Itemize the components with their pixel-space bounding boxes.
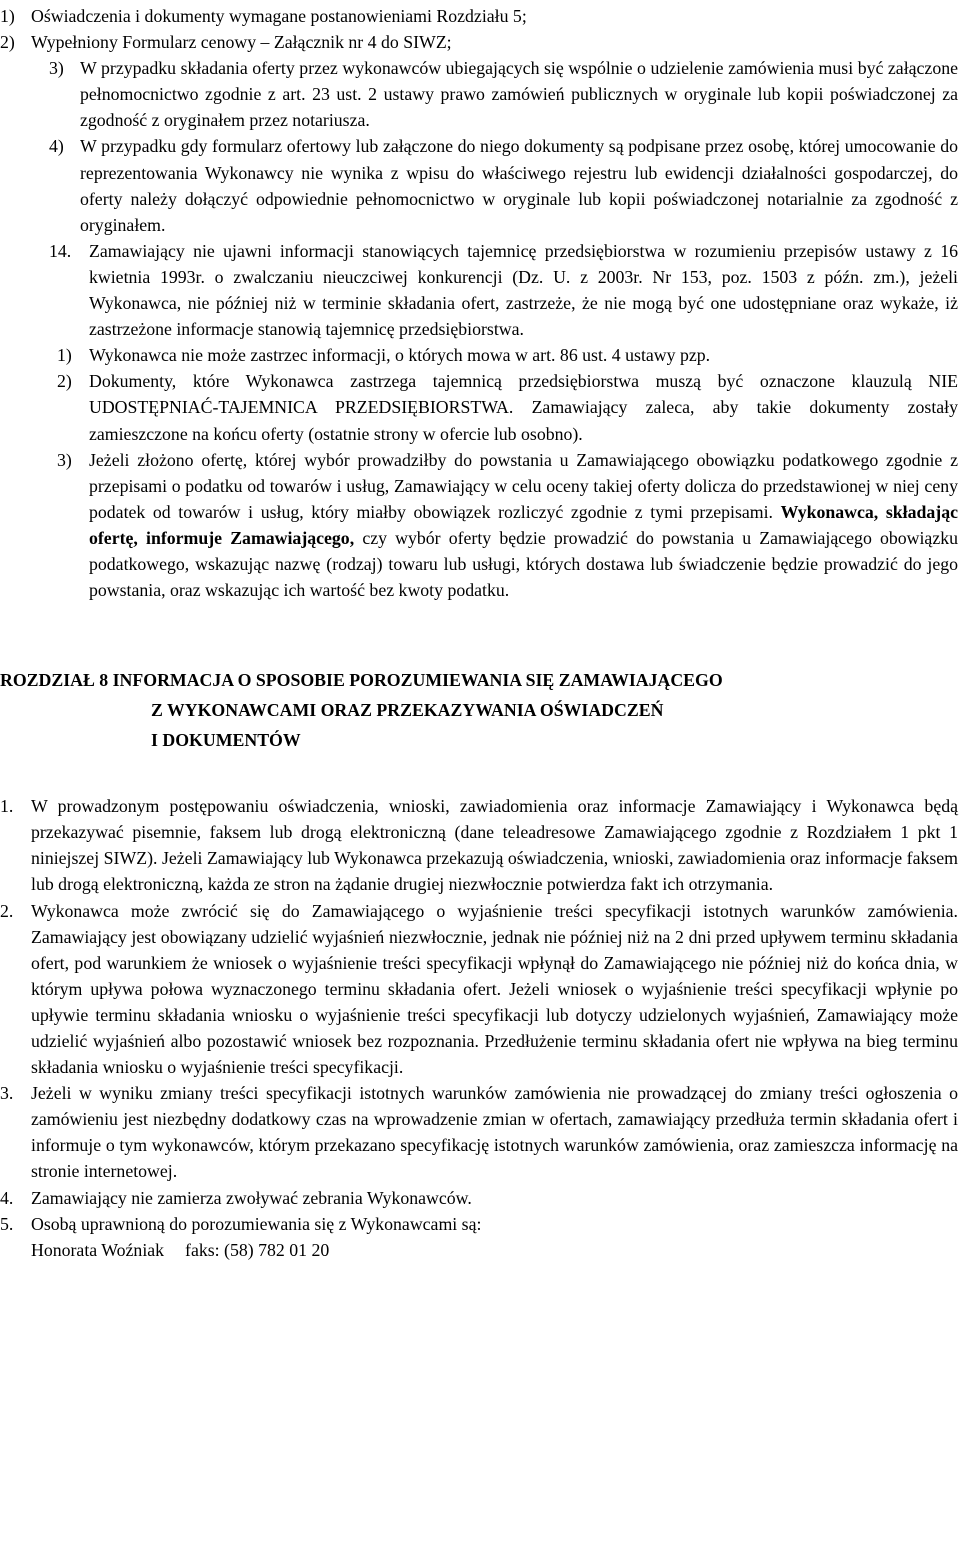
contact-line (0, 1237, 960, 1263)
chapter-point-marker: 1. (0, 796, 14, 817)
chapter-point-text: Osobą uprawnioną do porozumiewania się z Wykonawcami są: (31, 1213, 482, 1234)
chapter-point (0, 1080, 960, 1184)
chapter-point-marker: 2. (0, 900, 14, 921)
chapter-heading-line-3: I DOKUMENTÓW (151, 730, 301, 751)
list-item-text: W przypadku gdy formularz ofertowy lub załączone do niego dokumenty są podpisane przez osobę, której umocowanie do reprezentowania Wykonawcy nie wynika z wpisu do właściwego rejestru lub ewidencji działalności gospodarczej, do oferty należy dołączyć odpowiednie pełnomocnictwo w oryginale lub kopii poświadczonej notarialnie za zgodność z oryginałem. (80, 136, 958, 235)
contact-name: Honorata Woźniak (31, 1239, 165, 1260)
sub-list-marker: 1) (57, 345, 72, 366)
sub-list-marker: 3) (57, 449, 72, 470)
spacer (0, 755, 960, 793)
list-item (0, 55, 960, 133)
chapter-heading-line-2: Z WYKONAWCAMI ORAZ PRZEKAZYWANIA OŚWIADCZEŃ (151, 700, 664, 721)
point-marker: 14. (49, 240, 72, 261)
sub-list-text: Dokumenty, które Wykonawca zastrzega tajemnicą przedsiębiorstwa muszą być oznaczone klauzulą NIE UDOSTĘPNIAĆ-TAJEMNICA PRZEDSIĘBIORSTWA. Zamawiający zaleca, aby takie dokumenty zostały zamieszczone na końcu oferty (ostatnie strony w ofercie lub osobno). (89, 371, 958, 444)
sub-list-item (0, 368, 960, 446)
chapter-point-marker: 5. (0, 1213, 14, 1234)
contact-fax: faks: (58) 782 01 20 (185, 1239, 330, 1260)
chapter-heading-line-1: ROZDZIAŁ 8 INFORMACJA O SPOSOBIE POROZUMIEWANIA SIĘ ZAMAWIAJĄCEGO (0, 670, 723, 691)
chapter-point-marker: 3. (0, 1083, 14, 1104)
chapter-point (0, 898, 960, 1081)
list-item (0, 29, 960, 55)
list-marker: 2) (0, 32, 15, 53)
document-page (0, 3, 960, 1263)
list-marker: 3) (49, 58, 64, 79)
list-marker: 4) (49, 136, 64, 157)
chapter-heading (0, 665, 960, 755)
chapter-point (0, 1185, 960, 1211)
list-item-text: Wypełniony Formularz cenowy – Załącznik nr 4 do SIWZ; (31, 32, 452, 53)
chapter-point-text: W prowadzonym postępowaniu oświadczenia, wnioski, zawiadomienia oraz informacje Zamawiający i Wykonawca będą przekazywać pisemnie, faksem lub drogą elektroniczną (dane teleadresowe Zamawiającego zgodnie z Rozdziałem 1 pkt 1 niniejszej SIWZ). Jeżeli Zamawiający lub Wykonawca przekazują oświadczenia, wnioski, zawiadomienia oraz informacje faksem lub drogą elektroniczną, każda ze stron na żądanie drugiej niezwłocznie potwierdza fakt ich otrzymania. (31, 796, 958, 895)
section-point-14 (0, 238, 960, 342)
list-item (0, 3, 960, 29)
sub-list-text-a: Jeżeli złożono ofertę, której wybór prowadziłby do powstania u Zamawiającego obowiązku podatkowego zgodnie z przepisami o podatku od towarów i usług, Zamawiający w celu oceny takiej oferty dolicza do przedstawionej w niej ceny podatek od towarów i usług, który miałby obowiązek rozliczyć zgodnie z tymi przepisami. (89, 449, 958, 522)
list-marker: 1) (0, 6, 15, 26)
sub-list-text: Wykonawca nie może zastrzec informacji, o których mowa w art. 86 ust. 4 ustawy pzp. (89, 345, 711, 366)
chapter-point-marker: 4. (0, 1187, 14, 1208)
list-item (0, 133, 960, 237)
list-item-text: W przypadku składania oferty przez wykonawców ubiegających się wspólnie o udzielenie zamówienia musi być załączone pełnomocnictwo zgodnie z art. 23 ust. 2 ustawy prawo zamówień publicznych w oryginale lub kopii poświadczonej za zgodność z oryginałem przez notariusza. (80, 58, 958, 131)
chapter-point-text: Jeżeli w wyniku zmiany treści specyfikacji istotnych warunków zamówienia nie prowadzącej do zmiany treści ogłoszenia o zamówieniu jest niezbędny dodatkowy czas na wprowadzenie zmian w ofertach, zamawiający przedłuża termin składania ofert i informuje o tym wykonawców, którym przekazano specyfikację istotnych warunków zamówienia, oraz zamieszcza informację na stronie internetowej. (31, 1083, 958, 1182)
sub-list-text-b: czy wybór oferty będzie prowadzić do powstania u Zamawiającego obowiązku podatkowego, wskazując nazwę (rodzaj) towaru lub usługi, których dostawa lub świadczenie będzie prowadzić do jego powstania, oraz wskazując ich wartość bez kwoty podatku. (89, 527, 958, 601)
chapter-point-text: Wykonawca może zwrócić się do Zamawiającego o wyjaśnienie treści specyfikacji istotnych warunków zamówienia. Zamawiający jest obowiązany udzielić wyjaśnień niezwłocznie, jednak nie później niż na 2 dni przed upływem terminu składania ofert, pod warunkiem że wniosek o wyjaśnienie treści specyfikacji wpłynął do Zamawiającego nie później niż do końca dnia, w którym upływa połowa wyznaczonego terminu składania ofert. Jeżeli wniosek o wyjaśnienie treści specyfikacji wpłynie po upływie terminu składania wniosku o wyjaśnienie treści specyfikacji lub dotyczy udzielonych wyjaśnień, Zamawiający może udzielić wyjaśnień albo pozostawić wniosek bez rozpoznania. Przedłużenie terminu składania ofert nie wpływa na bieg terminu składania wniosku o wyjaśnienie treści specyfikacji. (31, 900, 958, 1078)
point-text: Zamawiający nie ujawni informacji stanowiących tajemnicę przedsiębiorstwa w rozumieniu przepisów ustawy z 16 kwietnia 1993r. o zwalczaniu nieuczciwej konkurencji (Dz. U. z 2003r. Nr 153, poz. 1503 z późn. zm.), jeżeli Wykonawca, nie później niż w terminie składania ofert, zastrzeże, że nie mogą być one udostępniane oraz wykaże, iż zastrzeżone informacje stanowią tajemnicę przedsiębiorstwa. (89, 240, 958, 340)
list-item-text: Oświadczenia i dokumenty wymagane postanowieniami Rozdziału 5; (31, 6, 527, 26)
sub-list-item (0, 342, 960, 368)
chapter-point (0, 793, 960, 897)
sub-list-text-bold: Wykonawca, składając ofertę, informuje Zamawiającego, (89, 501, 958, 548)
sub-list-item (0, 447, 960, 604)
chapter-point (0, 1211, 960, 1237)
chapter-point-text: Zamawiający nie zamierza zwoływać zebrania Wykonawców. (31, 1187, 472, 1208)
spacer (0, 603, 960, 665)
sub-list-marker: 2) (57, 371, 72, 392)
